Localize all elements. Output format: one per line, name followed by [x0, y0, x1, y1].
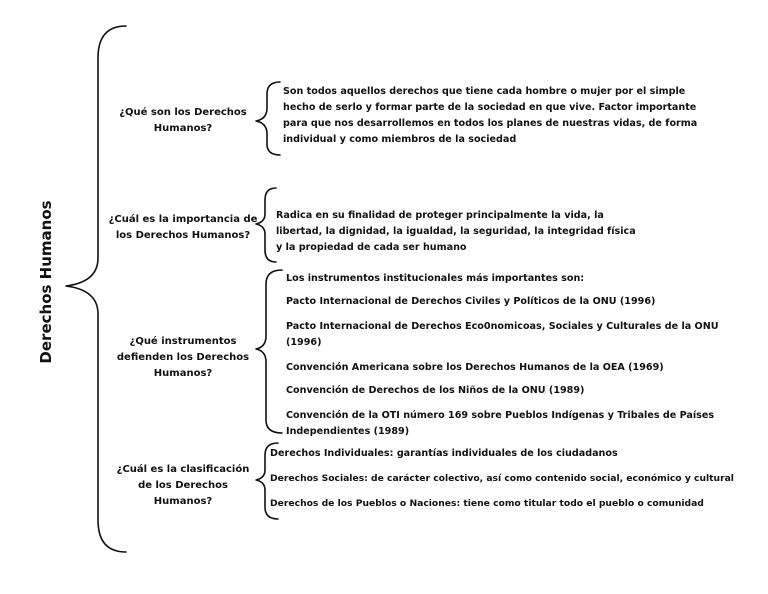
answer-line: Son todos aquellos derechos que tiene cada hombre o mujer por el simple [283, 86, 686, 97]
instrument-item: Convención de la OTI número 169 sobre Pueblos Indígenas y Tribales de Países Independientes (1989) [286, 410, 715, 437]
main-title: Derechos Humanos [37, 200, 55, 364]
brace-section-1 [256, 82, 280, 155]
classification-item: Derechos Sociales: de carácter colectivo, así como contenido social, económico y cultural [270, 473, 734, 484]
answer-que-son [283, 84, 697, 148]
answer-line: individual y como miembros de la sociedad [283, 134, 517, 145]
instrument-item: Los instrumentos institucionales más importantes son: [286, 273, 585, 284]
brace-section-3 [256, 270, 282, 433]
question-importancia: ¿Cuál es la importancia de los Derechos Humanos? [108, 214, 258, 241]
instrument-item: Pacto Internacional de Derechos Eco0nomicoas, Sociales y Culturales de la ONU (1996) [286, 321, 719, 348]
brace-section-2 [256, 188, 276, 262]
instrument-item: Convención Americana sobre los Derechos Humanos de la OEA (1969) [286, 362, 664, 373]
instrument-item: Pacto Internacional de Derechos Civiles y Políticos de la ONU (1996) [286, 296, 656, 307]
answer-line: hecho de serlo y formar parte de la sociedad en que vive. Factor importante [283, 102, 697, 113]
answer-line: y la propiedad de cada ser humano [276, 242, 467, 253]
classification-item: Derechos de los Pueblos o Naciones: tiene como titular todo el pueblo o comunidad [270, 498, 704, 509]
answer-line: Radica en su finalidad de proteger principalmente la vida, la [276, 210, 604, 221]
question-instrumentos: ¿Qué instrumentos defienden los Derechos Humanos? [116, 336, 250, 379]
question-que-son: ¿Qué son los Derechos Humanos? [119, 107, 247, 134]
answer-importancia [276, 208, 636, 256]
question-clasificacion: ¿Cuál es la clasificación de los Derechos Humanos? [116, 464, 250, 507]
answer-line: libertad, la dignidad, la igualdad, la seguridad, la integridad física [276, 226, 636, 237]
instrument-item: Convención de Derechos de los Niños de la ONU (1989) [286, 385, 585, 396]
classification-item: Derechos Individuales: garantías individuales de los ciudadanos [270, 448, 618, 459]
answer-line: para que nos desarrollemos en todos los planes de nuestras vidas, de forma [283, 118, 698, 129]
